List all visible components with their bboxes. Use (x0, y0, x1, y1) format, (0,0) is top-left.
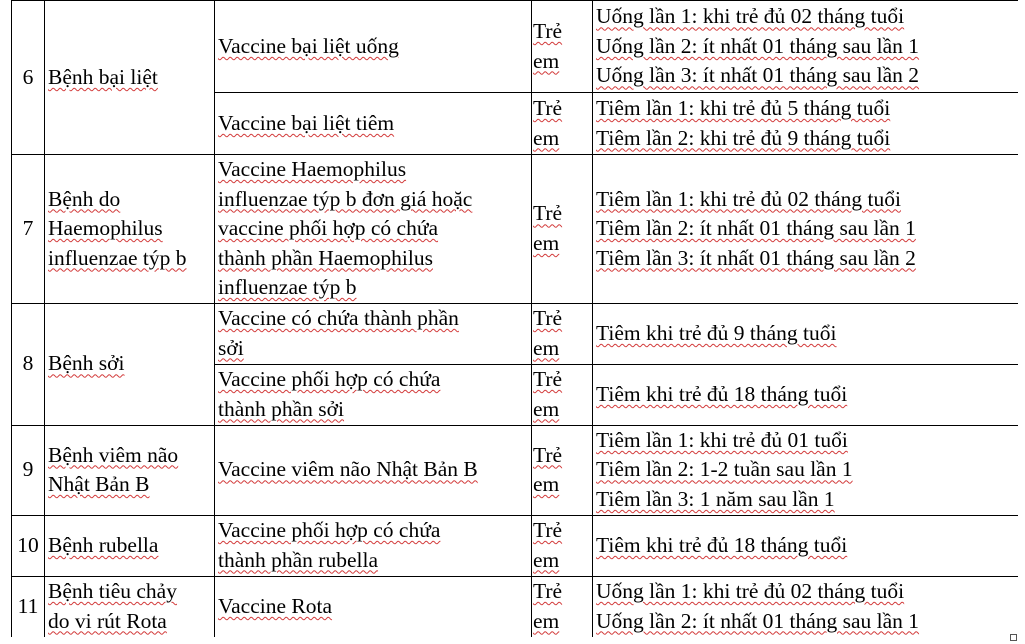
text-line: vaccine phối hợp có chứa (218, 216, 439, 240)
text-line: Uống lần 2: ít nhất 01 tháng sau lần 1 (596, 33, 920, 58)
table-row (12, 576, 1019, 637)
table-resize-handle[interactable] (1010, 634, 1017, 641)
text-line: thành phần Haemophilus (218, 245, 433, 270)
document-page (11, 0, 1018, 637)
disease-cell (45, 515, 215, 576)
text-line: Tiêm lần 2: ít nhất 01 tháng sau lần 1 (596, 216, 916, 240)
vaccine-cell (215, 364, 532, 425)
row-number-cell: 8 (12, 303, 45, 425)
text-line: Uống lần 1: khi trẻ đủ 02 tháng tuổi (596, 4, 905, 29)
schedule-cell (593, 155, 1019, 304)
text-line: Tiêm lần 3: ít nhất 01 tháng sau lần 2 (596, 245, 916, 270)
text-line: Bệnh do (48, 186, 121, 211)
text-line: Tiêm lần 3: 1 năm sau lần 1 (596, 486, 835, 511)
text-line: em (533, 48, 560, 73)
text-line: Uống lần 1: khi trẻ đủ 02 tháng tuổi (596, 579, 905, 603)
row-number-cell: 7 (12, 155, 45, 304)
text-line: em (533, 472, 560, 496)
text-line: Trẻ (533, 442, 563, 467)
text-line: Nhật Bản B (48, 472, 150, 496)
schedule-cell (593, 303, 1019, 364)
vaccine-cell (215, 303, 532, 364)
schedule-cell (593, 1, 1019, 93)
table-row (12, 515, 1019, 576)
table-row (12, 1, 1019, 93)
text-line: Bệnh rubella (48, 532, 159, 557)
disease-cell (45, 1, 215, 155)
schedule-cell (593, 515, 1019, 576)
table-body (12, 1, 1019, 638)
text-line: Bệnh viêm não (48, 442, 179, 467)
text-line: Tiêm lần 1: khi trẻ đủ 01 tuổi (596, 427, 848, 452)
text-line: em (533, 547, 560, 572)
text-line: Tiêm khi trẻ đủ 9 tháng tuổi (596, 320, 837, 345)
disease-cell (45, 576, 215, 637)
disease-cell (45, 303, 215, 425)
target-group-cell (532, 93, 593, 155)
text-line: influenzae týp b (48, 245, 187, 270)
text-line: Vaccine viêm não Nhật Bản B (218, 457, 478, 482)
disease-cell (45, 425, 215, 515)
disease-cell (45, 155, 215, 304)
table-row (12, 425, 1019, 515)
text-line: Vaccine phối hợp có chứa (218, 367, 441, 391)
text-line: Tiêm lần 2: 1-2 tuần sau lần 1 (596, 457, 853, 482)
vaccine-cell (215, 576, 532, 637)
text-line: Trẻ (533, 367, 563, 391)
target-group-cell (532, 576, 593, 637)
text-line: em (533, 125, 560, 150)
text-line: Bệnh sởi (48, 351, 125, 376)
text-line: Trẻ (533, 19, 563, 43)
text-line: thành phần rubella (218, 547, 379, 572)
text-line: Vaccine có chứa thành phần (218, 306, 459, 330)
text-line: Vaccine Haemophilus (218, 157, 407, 181)
vaccine-cell (215, 425, 532, 515)
row-number-cell: 9 (12, 425, 45, 515)
text-line: Trẻ (533, 96, 563, 120)
text-line: Tiêm lần 1: khi trẻ đủ 02 tháng tuổi (596, 186, 901, 211)
schedule-cell (593, 93, 1019, 155)
text-line: Tiêm lần 2: khi trẻ đủ 9 tháng tuổi (596, 125, 891, 150)
text-line: Vaccine bại liệt tiêm (218, 110, 395, 135)
text-line: Bệnh bại liệt (48, 64, 158, 89)
text-line: em (533, 230, 560, 255)
text-line: influenzae týp b đơn giá hoặc (218, 186, 473, 211)
vaccine-cell (215, 155, 532, 304)
vaccine-cell (215, 93, 532, 155)
text-line: Vaccine Rota (218, 593, 333, 618)
text-line: Trẻ (533, 306, 563, 330)
text-line: thành phần sởi (218, 396, 345, 421)
text-line: do vi rút Rota (48, 608, 167, 633)
target-group-cell (532, 364, 593, 425)
schedule-cell (593, 576, 1019, 637)
vaccination-schedule-table (11, 0, 1018, 637)
text-line: em (533, 335, 560, 360)
target-group-cell (532, 515, 593, 576)
schedule-cell (593, 364, 1019, 425)
text-line: Vaccine bại liệt uống (218, 33, 399, 58)
vaccine-cell (215, 1, 532, 93)
target-group-cell (532, 303, 593, 364)
vaccine-cell (215, 515, 532, 576)
text-line: Uống lần 3: ít nhất 01 tháng sau lần 2 (596, 63, 920, 88)
text-line: Trẻ (533, 518, 563, 542)
text-line: sởi (218, 335, 244, 360)
row-number-cell: 11 (12, 576, 45, 637)
text-line: Bệnh tiêu chảy (48, 579, 177, 603)
schedule-cell (593, 425, 1019, 515)
text-line: Vaccine phối hợp có chứa (218, 518, 441, 542)
text-line: Tiêm lần 1: khi trẻ đủ 5 tháng tuổi (596, 96, 891, 120)
text-line: influenzae týp b (218, 275, 357, 299)
text-line: em (533, 608, 560, 633)
text-line: Trẻ (533, 579, 563, 603)
table-row (12, 303, 1019, 364)
text-line: Uống lần 2: ít nhất 01 tháng sau lần 1 (596, 608, 920, 633)
text-line: em (533, 396, 560, 421)
row-number-cell: 6 (12, 1, 45, 155)
target-group-cell (532, 425, 593, 515)
row-number-cell: 10 (12, 515, 45, 576)
target-group-cell (532, 155, 593, 304)
table-row (12, 155, 1019, 304)
text-line: Haemophilus (48, 216, 163, 240)
text-line: Tiêm khi trẻ đủ 18 tháng tuổi (596, 381, 848, 406)
target-group-cell (532, 1, 593, 93)
text-line: Tiêm khi trẻ đủ 18 tháng tuổi (596, 532, 848, 557)
text-line: Trẻ (533, 201, 563, 226)
